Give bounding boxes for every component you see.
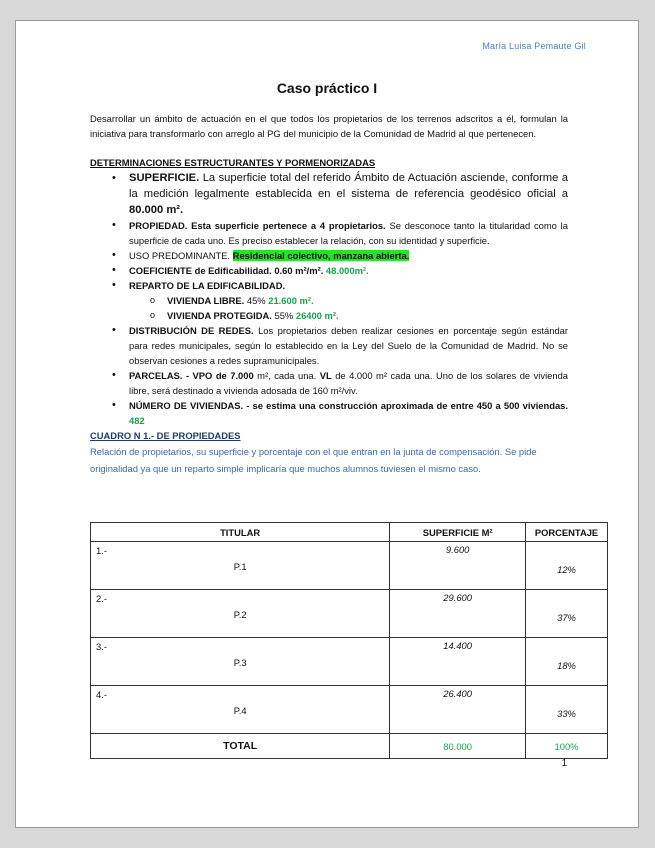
row-number: 2.-: [96, 593, 107, 604]
sub-vivienda-libre: [129, 293, 568, 308]
propiedad-text: Se desconoce tanto la titularidad como la superficie de cada uno. Es preciso establecer la relación, con su identidad y superficie.: [129, 220, 568, 246]
document-body: [90, 111, 568, 477]
row-name: P.4: [233, 705, 247, 716]
table-row: [91, 542, 608, 590]
uso-value: Residencial colectivo, manzana abierta.: [232, 250, 410, 261]
titular-cell: [91, 590, 390, 638]
porcentaje-cell: 18%: [526, 638, 608, 686]
row-name: P.2: [233, 609, 247, 620]
determinaciones-list: [90, 170, 568, 428]
row-number: 3.-: [96, 641, 107, 652]
author-header: María Luisa Pemaute Gil: [482, 41, 586, 51]
vp-pct: 55%: [271, 310, 294, 321]
item-coeficiente: [90, 263, 568, 278]
porcentaje-cell: 12%: [526, 542, 608, 590]
titular-cell: [91, 686, 390, 734]
document-page: [16, 21, 638, 827]
parcelas-text-2: de 4.000 m² cada una. Uno de los solares de vivienda libre, será destinado a vivienda adosada de 160 m²/viv.: [129, 370, 569, 396]
superficie-cell: 9.600: [390, 542, 526, 590]
total-label: TOTAL: [91, 734, 390, 759]
superficie-label: SUPERFICIE.: [129, 172, 200, 184]
relacion-paragraph: Relación de propietarios, su superficie y porcentaje con el que entran en la junta de compensación. Se pide originalidad ya que un reparto simple implicaría que muchos alumnos tuviesen el mismo caso.: [90, 446, 537, 474]
page-number: 1: [561, 758, 567, 769]
porcentaje-cell: 33%: [526, 686, 608, 734]
numero-value: 482: [129, 415, 145, 426]
numero-label: NÚMERO DE VIVIENDAS. - se estima una construcción aproximada de entre 450 a 500 viviendas.: [129, 400, 568, 411]
header-porcentaje: PORCENTAJE: [526, 523, 608, 542]
total-porcentaje: 100%: [526, 734, 608, 759]
total-row: [91, 734, 608, 759]
uso-label: USO PREDOMINANTE.: [129, 250, 231, 261]
superficie-cell: 14.400: [390, 638, 526, 686]
row-name: P.1: [233, 561, 247, 572]
parcelas-label: PARCELAS. - VPO de 7.000: [129, 370, 254, 381]
porcentaje-cell: 37%: [526, 590, 608, 638]
row-number: 4.-: [96, 689, 107, 700]
coeficiente-label: COEFICIENTE de Edificabilidad. 0.60 m²/m².: [129, 265, 324, 276]
sub-vivienda-protegida: [129, 308, 568, 323]
item-reparto: [90, 278, 568, 323]
intro-paragraph: Desarrollar un ámbito de actuación en el que todos los propietarios de los terrenos adscritos a él, formulan la iniciativa para transformarlo con arreglo al PG del municipio de la Comunidad de Madrid al que pertenecen.: [90, 113, 568, 139]
reparto-label: REPARTO DE LA EDIFICABILIDAD.: [129, 280, 286, 291]
item-numero-viviendas: [90, 398, 568, 428]
distribucion-text: Los propietarios deben realizar cesiones en porcentaje según estándar para redes municipales, según lo establecido en la Ley del Suelo de la Comunidad de Madrid. No se observan cesiones a redes supramunicipales.: [129, 325, 568, 366]
reparto-sublist: [129, 293, 568, 323]
table-row: [91, 638, 608, 686]
header-titular: TITULAR: [91, 523, 390, 542]
item-parcelas: [90, 368, 568, 398]
table-header-row: [91, 523, 608, 542]
distribucion-label: DISTRIBUCIÓN DE REDES.: [129, 325, 254, 336]
propiedad-label: PROPIEDAD. Esta superficie pertenece a 4 propietarios.: [129, 220, 386, 231]
section-title: DETERMINACIONES ESTRUCTURANTES Y PORMENORIZADAS: [90, 157, 376, 168]
total-superficie: 80.000: [390, 734, 526, 759]
table-row: [91, 590, 608, 638]
titular-cell: [91, 638, 390, 686]
header-superficie: SUPERFICIE M²: [390, 523, 526, 542]
coeficiente-value: 48.000m².: [325, 265, 369, 276]
page-title: Caso práctico I: [276, 80, 378, 96]
superficie-cell: 26.400: [390, 686, 526, 734]
titular-cell: [91, 542, 390, 590]
item-distribucion: [90, 323, 568, 368]
vl-value: 21.600 m².: [268, 295, 314, 306]
item-superficie: [90, 170, 568, 218]
vp-value: 26400 m².: [295, 310, 339, 321]
row-name: P.3: [233, 657, 247, 668]
parcelas-label-vl: VL: [319, 370, 332, 381]
superficie-value: 80.000 m².: [129, 204, 184, 216]
vl-pct: 45%: [244, 295, 266, 306]
superficie-cell: 29.600: [390, 590, 526, 638]
vl-label: VIVIENDA LIBRE.: [167, 295, 245, 306]
cuadro-title: CUADRO N 1.- DE PROPIEDADES: [90, 430, 241, 441]
parcelas-text: m², cada una.: [253, 370, 320, 381]
item-propiedad: [90, 218, 568, 248]
superficie-text: La superficie total del referido Ámbito de Actuación asciende, conforme a la medición legalmente establecida en el sistema de referencia geodésico oficial a: [129, 172, 568, 200]
propiedades-table: [90, 522, 608, 759]
item-uso: [90, 248, 568, 263]
table-row: [91, 686, 608, 734]
vp-label: VIVIENDA PROTEGIDA.: [167, 310, 272, 321]
row-number: 1.-: [96, 545, 107, 556]
